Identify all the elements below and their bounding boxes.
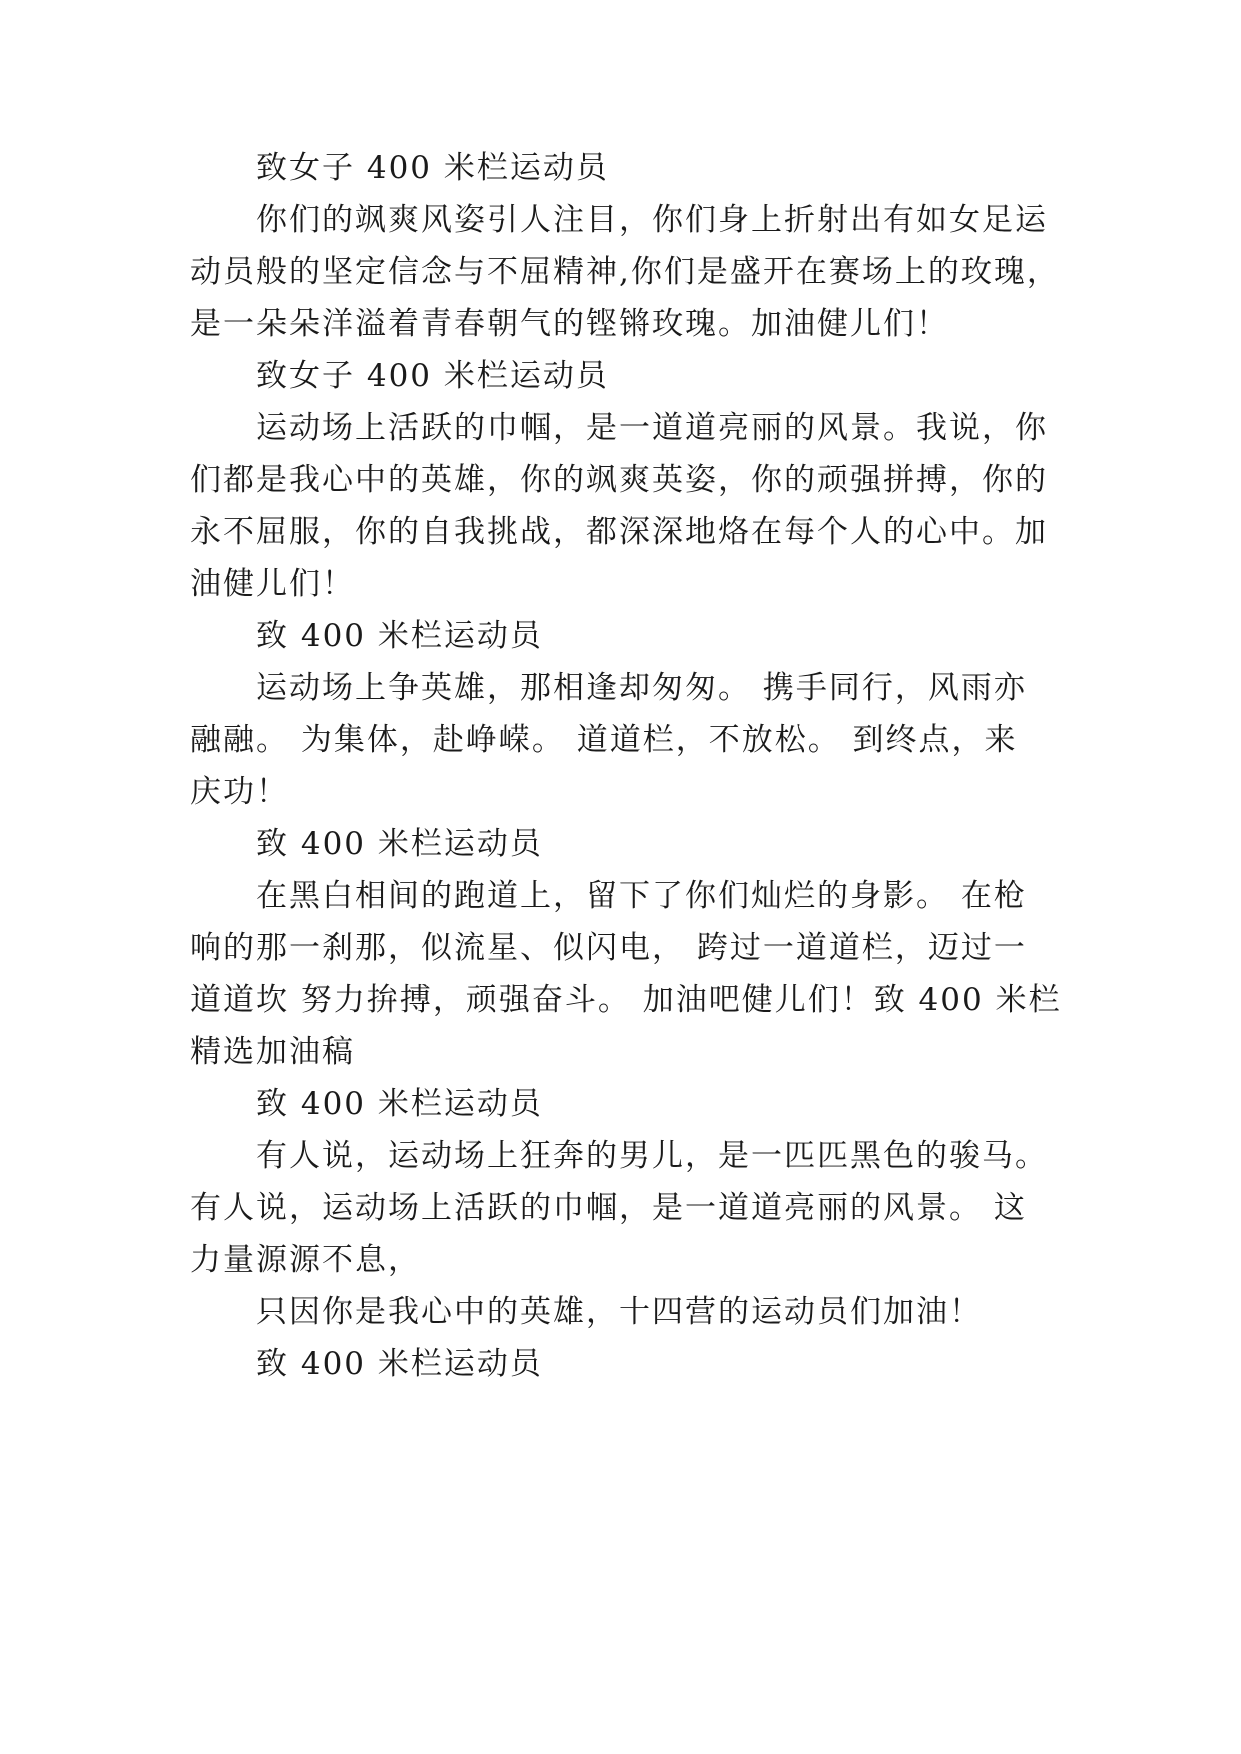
paragraph-line: 永不屈服，你的自我挑战，都深深地烙在每个人的心中。加	[190, 514, 1048, 550]
paragraph-line: 只因你是我心中的英雄，十四营的运动员们加油！	[256, 1294, 982, 1330]
section-heading: 致女子 400 米栏运动员	[256, 150, 609, 186]
section-heading: 致 400 米栏运动员	[256, 618, 543, 654]
paragraph-line: 运动场上活跃的巾帼，是一道道亮丽的风景。我说，你	[256, 410, 1048, 446]
section-heading: 致 400 米栏运动员	[256, 826, 543, 862]
paragraph-line: 你们的飒爽风姿引人注目，你们身上折射出有如女足运	[256, 202, 1048, 238]
paragraph-line: 油健儿们！	[190, 566, 355, 602]
paragraph-line: 在黑白相间的跑道上，留下了你们灿烂的身影。 在枪	[256, 878, 1027, 914]
paragraph-line: 有人说，运动场上活跃的巾帼，是一道道亮丽的风景。 这	[190, 1190, 1027, 1226]
paragraph-line: 响的那一刹那，似流星、似闪电， 跨过一道道栏，迈过一	[190, 930, 1027, 966]
paragraph-line: 们都是我心中的英雄，你的飒爽英姿，你的顽强拼搏，你的	[190, 462, 1048, 498]
paragraph-line: 运动场上争英雄，那相逢却匆匆。 携手同行，风雨亦	[256, 670, 1027, 706]
paragraph-line: 道道坎 努力拚搏，顽强奋斗。 加油吧健儿们！致 400 米栏	[190, 982, 1062, 1018]
paragraph-line: 是一朵朵洋溢着青春朝气的铿锵玫瑰。加油健儿们！	[190, 306, 949, 342]
section-heading: 致 400 米栏运动员	[256, 1086, 543, 1122]
paragraph-line: 融融。 为集体，赴峥嵘。 道道栏，不放松。 到终点，来	[190, 722, 1018, 758]
section-heading: 致女子 400 米栏运动员	[256, 358, 609, 394]
paragraph-line: 动员般的坚定信念与不屈精神,你们是盛开在赛场上的玫瑰，	[190, 254, 1060, 290]
paragraph-line: 庆功！	[190, 774, 289, 810]
paragraph-line: 有人说，运动场上狂奔的男儿，是一匹匹黑色的骏马。	[256, 1138, 1048, 1174]
paragraph-line: 力量源源不息，	[190, 1242, 421, 1278]
paragraph-line: 精选加油稿	[190, 1034, 355, 1070]
section-heading: 致 400 米栏运动员	[256, 1346, 543, 1382]
